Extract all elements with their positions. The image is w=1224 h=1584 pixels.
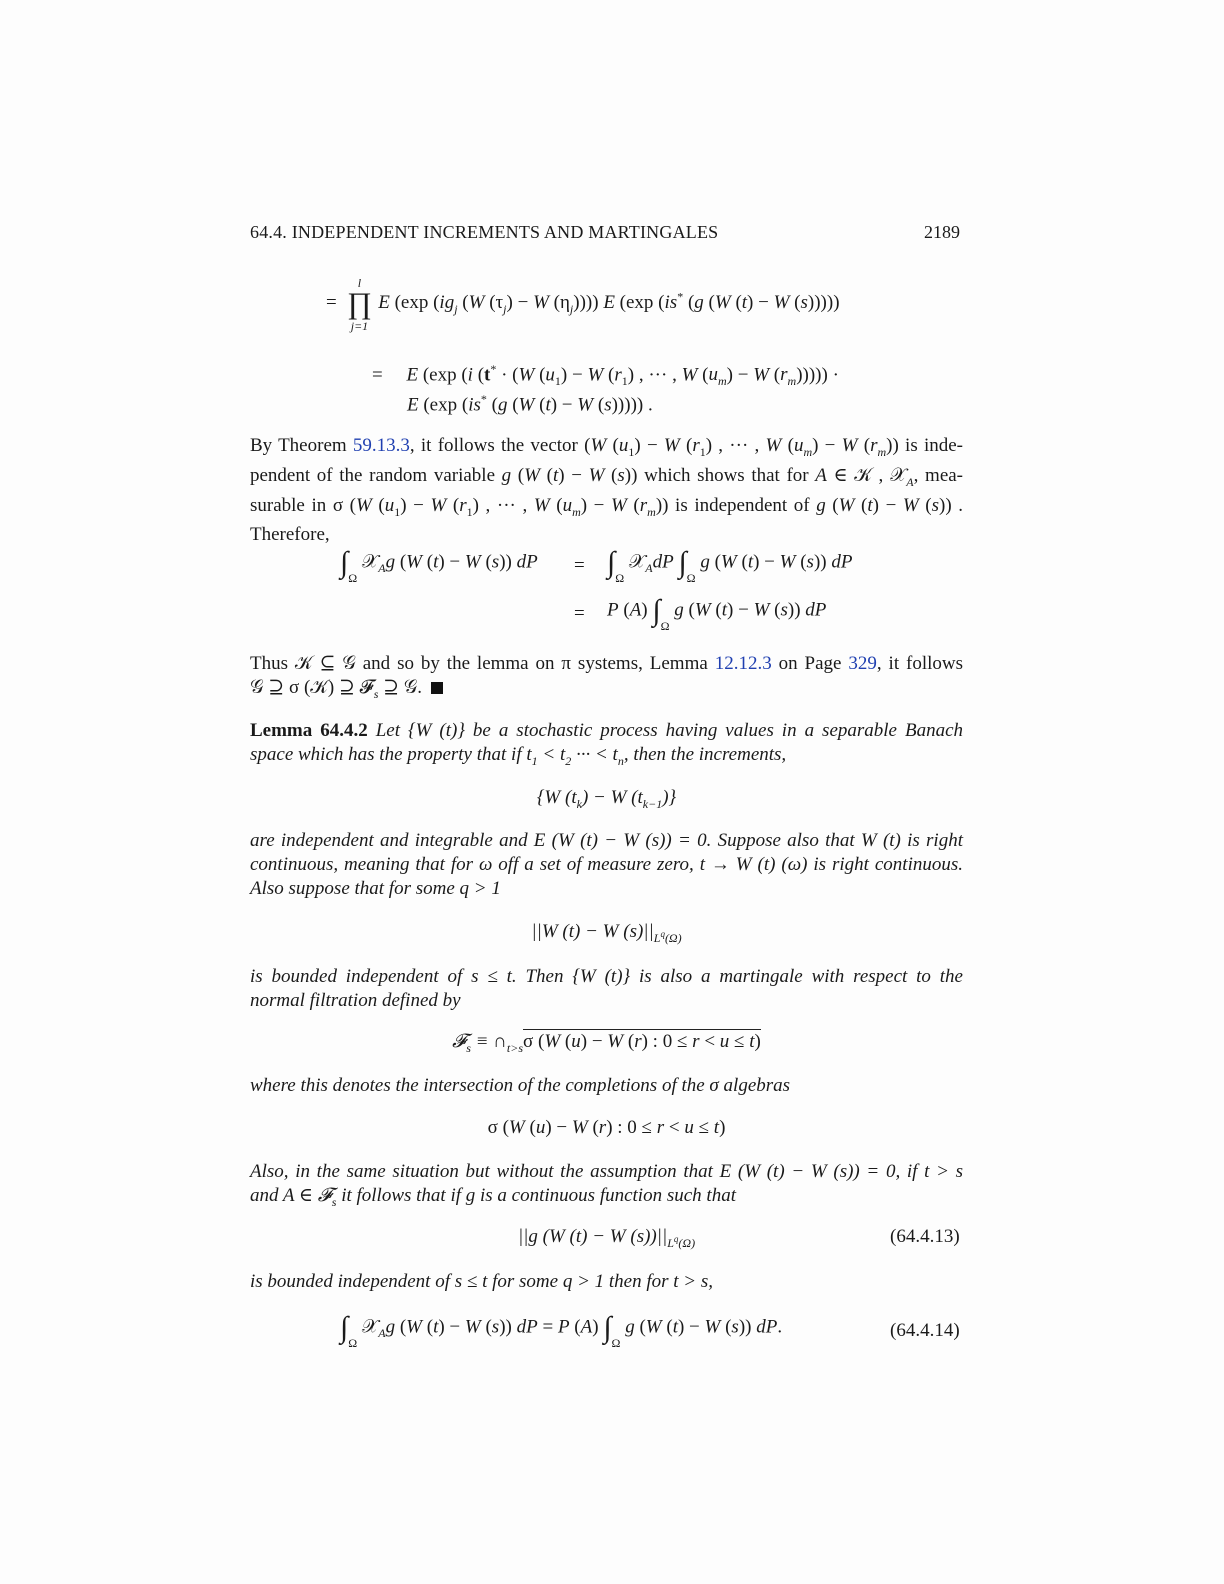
- completions-text: where this denotes the intersection of the completions of the σ algebras: [250, 1075, 791, 1096]
- equation-line-1: = E (exp (i (t* · (W $(u_1) - W$ $(r_1)$ , ··· , W $(u_m) - W$ $(r_m)$)))) ·: [372, 362, 839, 389]
- page-number: 2189: [924, 222, 960, 242]
- thus-paragraph: Thus 𝒦 ⊆ 𝒢 and so by the lemma on π systems, Lemma 12.12.3 on Page 329, it follows 𝒢 ⊇ σ (𝒦) ⊇ 𝓕$_s$ ⊇ 𝒢.: [250, 653, 964, 701]
- final-equation: $\int_\Omega$ 𝒳$_A$g (W (t) − W (s)) dP = P (A) $\int_\Omega$ g (W (t) − W (s)) dP.: [340, 1311, 783, 1351]
- filtration-definition: 𝓕$_s$ ≡ $\cap_{t>s}\sigma$ (W (u) − W (r) : 0 ≤ r < u ≤ t): [452, 1031, 761, 1055]
- lemma-link[interactable]: 12.12.3: [714, 653, 772, 674]
- martingale-statement: is bounded independent of s ≤ t. Then {W (t)} is also a martingale with respect to the normal filtration defined by: [250, 966, 963, 1011]
- equals-2: =: [574, 603, 585, 624]
- product-equation: = l ∏ j=1 E (exp ($ig_j$ (W $(\tau_j) - W$ $(\eta_j)$))) E (exp (is* (g (W (t) − W (s))))): [326, 276, 840, 333]
- equation-number-14: (64.4.14): [890, 1320, 960, 1341]
- also-paragraph: Also, in the same situation but without the assumption that E (W (t) − W (s)) = 0, if t > s and A ∈ 𝓕$_s$ it follows that if g is a continuous function such that: [250, 1161, 963, 1209]
- theorem-paragraph: By Theorem 59.13.3, it follows the vector (W $(u_1) - W$ $(r_1)$ , ··· , W $(u_m) - W$ $(r_m)$) is inde- pendent of the random variable g (W (t) − W (s)) which shows that for A ∈ 𝒦 , 𝒳$_A$, mea- surable in σ (W $(u_1) - W$ $(r_1)$ , ··· , W $(u_m) - W$ $(r_m)$) is independent of g (W (t) − W (s)) . Therefore,: [250, 435, 964, 546]
- lemma-statement: Lemma 64.4.2 Let {W (t)} be a stochastic process having values in a separable Banach space which has the property that if $t_1 < t_2$ ··· < $t_n$, then the increments,: [250, 720, 963, 768]
- sigma-algebra-expression: σ (W (u) − W (r) : 0 ≤ r < u ≤ t): [487, 1117, 726, 1138]
- increments-expression: {W $(t_k) - W$ $(t_{k-1})$}: [536, 787, 677, 811]
- equals-1: =: [574, 555, 585, 576]
- g-norm-expression: ||g (W (t) − W $(s))||_{L^q(\Omega)}$: [517, 1226, 696, 1250]
- integral-rhs-1: $\int_\Omega$ 𝒳$_A$dP $\int_\Omega$ g (W (t) − W (s)) dP: [607, 546, 853, 586]
- running-header: 64.4. INDEPENDENT INCREMENTS AND MARTINGALES: [250, 222, 719, 242]
- page-link[interactable]: 329: [848, 653, 877, 674]
- norm-expression: ||W (t) − W $(s)||_{L^q(\Omega)}$: [531, 921, 682, 945]
- theorem-link[interactable]: 59.13.3: [352, 435, 410, 456]
- lemma-conditions: are independent and integrable and E (W (t) − W (s)) = 0. Suppose also that W (t) is right continuous, meaning that for ω off a set of measure zero, t → W (t) (ω) is right continuous. Also suppose that for some q > 1: [250, 830, 963, 899]
- qed-symbol: [431, 682, 443, 694]
- bounded-statement: is bounded independent of s ≤ t for some q > 1 then for t > s,: [250, 1271, 714, 1292]
- integral-lhs: $\int_\Omega$ 𝒳$_A$g (W (t) − W (s)) dP: [340, 546, 538, 586]
- integral-rhs-2: P (A) $\int_\Omega$ g (W (t) − W (s)) dP: [607, 594, 827, 634]
- lemma-label: Lemma 64.4.2: [250, 720, 368, 741]
- equation-line-2: E (exp (is* (g (W (t) − W (s))))) .: [407, 392, 653, 416]
- equation-number-13: (64.4.13): [890, 1226, 960, 1247]
